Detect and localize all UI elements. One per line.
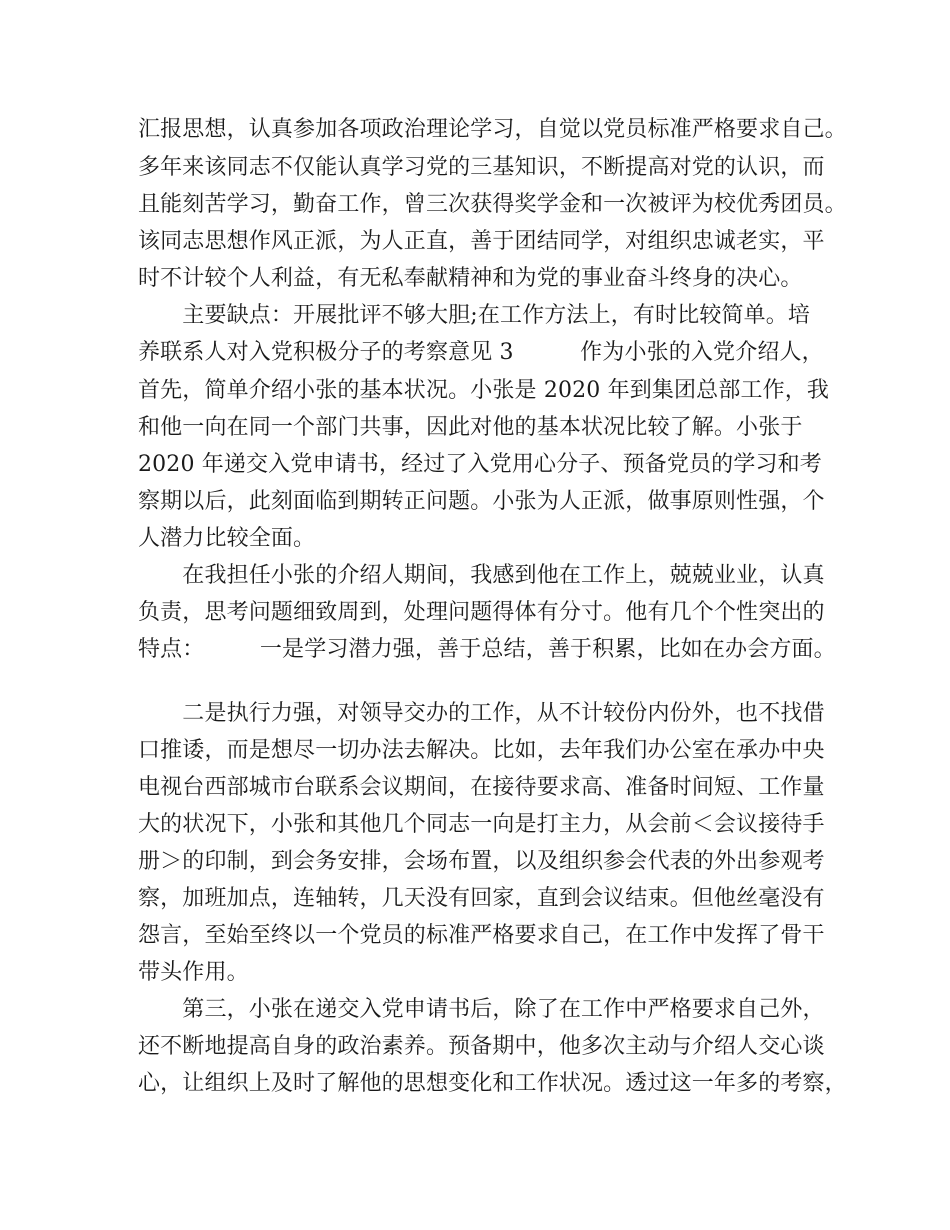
text-line: 大的状况下，小张和其他几个同志一向是打主力，从会前＜会议接待手 <box>138 812 825 837</box>
text-line: 特点： 一是学习潜力强，善于总结，善于积累，比如在办会方面。 <box>138 637 836 662</box>
text-line: 心，让组织上及时了解他的思想变化和工作状况。透过这一年多的考察， <box>138 1071 847 1096</box>
text-line: 时不计较个人利益，有无私奉献精神和为党的事业奋斗终身的决心。 <box>138 266 803 291</box>
text-line: 汇报思想，认真参加各项政治理论学习，自觉以党员标准严格要求自己。 <box>138 117 847 142</box>
text-line: 和他一向在同一个部门共事，因此对他的基本状况比较了解。小张于 <box>138 415 803 440</box>
text-line: 主要缺点：开展批评不够大胆;在工作方法上，有时比较简单。培 <box>138 303 811 328</box>
text-line: 察期以后，此刻面临到期转正问题。小张为人正派，做事原则性强，个 <box>138 489 825 514</box>
text-line: 察，加班加点，连轴转，几天没有回家，直到会议结束。但他丝毫没有 <box>138 886 825 911</box>
text-line: 多年来该同志不仅能认真学习党的三基知识，不断提高对党的认识，而 <box>138 155 825 180</box>
text-line: 口推诿，而是想尽一切办法去解决。比如，去年我们办公室在承办中央 <box>138 738 825 763</box>
text-line: 电视台西部城市台联系会议期间，在接待要求高、准备时间短、工作量 <box>138 775 825 800</box>
text-line: 首先，简单介绍小张的基本状况。小张是 2020 年到集团总部工作，我 <box>138 378 830 403</box>
text-line: 且能刻苦学习，勤奋工作，曾三次获得奖学金和一次被评为校优秀团员。 <box>138 192 847 217</box>
text-line: 在我担任小张的介绍人期间，我感到他在工作上，兢兢业业，认真 <box>138 563 825 588</box>
text-line: 人潜力比较全面。 <box>138 526 316 551</box>
text-line: 还不断地提高自身的政治素养。预备期中，他多次主动与介绍人交心谈 <box>138 1034 825 1059</box>
text-line: 带头作用。 <box>138 960 249 985</box>
text-line: 册＞的印制，到会务安排，会场布置，以及组织参会代表的外出参观考 <box>138 849 825 874</box>
text-line: 负责，思考问题细致周到，处理问题得体有分寸。他有几个个性突出的 <box>138 600 825 625</box>
text-line: 养联系人对入党积极分子的考察意见 3 作为小张的入党介绍人， <box>138 340 824 365</box>
text-line: 第三，小张在递交入党申请书后，除了在工作中严格要求自己外， <box>138 997 825 1022</box>
text-line: 二是执行力强，对领导交办的工作，从不计较份内份外，也不找借 <box>138 701 825 726</box>
text-line: 2020 年递交入党申请书，经过了入党用心分子、预备党员的学习和考 <box>138 452 822 477</box>
text-line: 怨言，至始至终以一个党员的标准严格要求自己，在工作中发挥了骨干 <box>138 923 825 948</box>
text-line: 该同志思想作风正派，为人正直，善于团结同学，对组织忠诚老实，平 <box>138 229 825 254</box>
